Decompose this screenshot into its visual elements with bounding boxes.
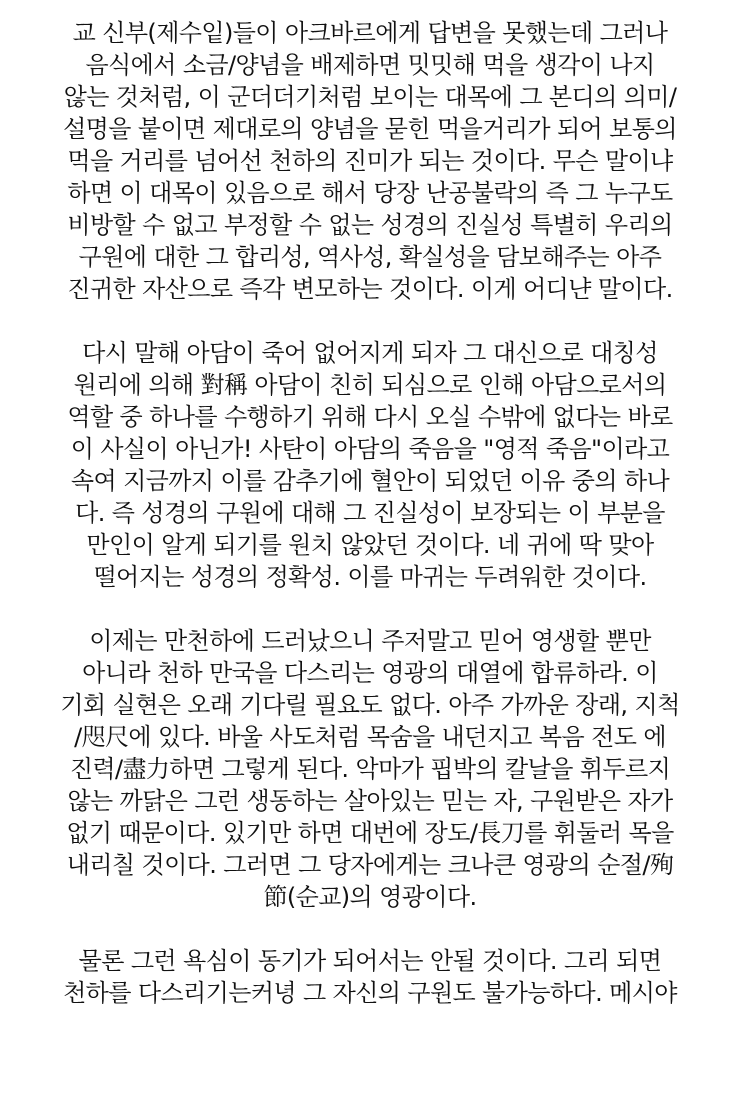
text-line: 떨어지는 성경의 정확성. 이를 마귀는 두려워한 것이다. bbox=[93, 563, 647, 591]
paragraph-2 bbox=[12, 337, 728, 593]
text-line: 이제는 만천하에 드러났으니 주저말고 믿어 영생할 뿐만 bbox=[89, 627, 651, 655]
text-line: 역할 중 하나를 수행하기 위해 다시 오실 수밖에 없다는 바로 bbox=[67, 403, 673, 431]
text-line: 이 사실이 아닌가! 사탄이 아담의 죽음을 "영적 죽음"이라고 bbox=[70, 435, 670, 463]
text-line: 내리칠 것이다. 그러면 그 당자에게는 크나큰 영광의 순절/殉 bbox=[66, 851, 674, 879]
text-line: 설명을 붙이면 제대로의 양념을 묻힌 먹을거리가 되어 보통의 bbox=[63, 115, 677, 143]
paragraph-1 bbox=[12, 17, 728, 305]
text-line: 節(순교)의 영광이다. bbox=[263, 883, 477, 911]
text-line: /咫尺에 있다. 바울 사도처럼 목숨을 내던지고 복음 전도 에 bbox=[74, 723, 666, 751]
text-line: 천하를 다스리기는커녕 그 자신의 구원도 불가능하다. 메시야 bbox=[63, 979, 677, 1007]
text-line: 음식에서 소금/양념을 배제하면 밋밋해 먹을 생각이 나지 bbox=[85, 51, 655, 79]
text-line: 아니라 천하 만국을 다스리는 영광의 대열에 합류하라. 이 bbox=[82, 659, 658, 687]
text-line: 않는 것처럼, 이 군더더기처럼 보이는 대목에 그 본디의 의미/ bbox=[63, 83, 677, 111]
text-line: 하면 이 대목이 있음으로 해서 당장 난공불락의 즉 그 누구도 bbox=[67, 179, 673, 207]
text-line: 먹을 거리를 넘어선 천하의 진미가 되는 것이다. 무슨 말이냐 bbox=[67, 147, 673, 175]
text-line: 속여 지금까지 이를 감추기에 혈안이 되었던 이유 중의 하나 bbox=[70, 467, 670, 495]
text-line: 기회 실현은 오래 기다릴 필요도 없다. 아주 가까운 장래, 지척 bbox=[60, 691, 680, 719]
text-line: 구원에 대한 그 합리성, 역사성, 확실성을 담보해주는 아주 bbox=[78, 243, 662, 271]
text-line: 않는 까닭은 그런 생동하는 살아있는 믿는 자, 구원받은 자가 bbox=[67, 787, 673, 815]
text-line: 원리에 의해 對稱 아담이 친히 되심으로 인해 아담으로서의 bbox=[73, 371, 667, 399]
text-line: 다시 말해 아담이 죽어 없어지게 되자 그 대신으로 대칭성 bbox=[82, 339, 658, 367]
text-line: 비방할 수 없고 부정할 수 없는 성경의 진실성 특별히 우리의 bbox=[67, 211, 673, 239]
text-line: 진력/盡力하면 그렇게 된다. 악마가 핍박의 칼날을 휘두르지 bbox=[69, 755, 671, 783]
paragraph-3 bbox=[12, 625, 728, 913]
text-line: 만인이 알게 되기를 원치 않았던 것이다. 네 귀에 딱 맞아 bbox=[86, 531, 654, 559]
text-line: 진귀한 자산으로 즉각 변모하는 것이다. 이게 어디냔 말이다. bbox=[67, 275, 673, 303]
text-line: 다. 즉 성경의 구원에 대해 그 진실성이 보장되는 이 부분을 bbox=[75, 499, 665, 527]
paragraph-4 bbox=[12, 945, 728, 1009]
text-line: 물론 그런 욕심이 동기가 되어서는 안될 것이다. 그리 되면 bbox=[78, 947, 662, 975]
text-line: 교 신부(제수잍)들이 아크바르에게 답변을 못했는데 그러나 bbox=[72, 19, 668, 47]
text-line: 없기 때문이다. 있기만 하면 대번에 장도/長刀를 휘둘러 목을 bbox=[66, 819, 674, 847]
